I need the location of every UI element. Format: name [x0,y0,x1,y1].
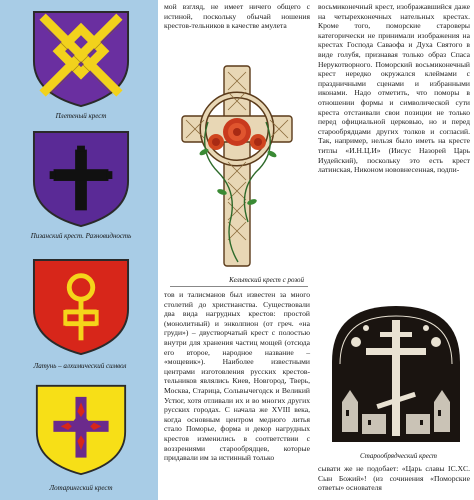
alchemical-symbol-icon [30,258,132,356]
pisan-cross-shield [30,130,132,228]
lorraine-cross-shield-icon [30,384,132,476]
woven-cross-shield-icon [30,10,132,108]
old-believer-cross-illustration [326,302,466,450]
brass-symbol-shield [30,258,132,356]
column2-bottom-text [318,464,470,493]
column2-top-text [318,2,470,175]
old-believer-cross-caption: Старообрядческий крест [360,452,437,460]
old-believer-cross-icon [326,302,466,450]
column1-top-text [164,2,310,31]
column2-top-paragraph: восьмиконечный крест, изображавшийся даже на четырехконечных нательных крестах. Кроме того, поморские староверы категорически не принимали изображения на крестах Господа Саваофа и Духа Святого в виде голубя, признавая только образ Спаса Нерукотворного. Поморский восьмиконечный крест нередко окружался клеймами с праздничными сценами и избранными иконами. Надо отметить, что поморы в отношении формы и символической сути креста отстаивали свои позиции не только перед официальной церковью, но и перед старообрядцами других толков и согласий. Так, например, нельзя было иметь на кресте титлы «И.Н.Ц.И» (Иисус Назорей Царь Иудейский), поскольку это есть крест латинская, Никоном нововнесенная, подпи- [318,2,470,175]
column1-bottom-text [164,290,310,463]
caption-divider [170,286,308,287]
column1-bottom-paragraph: тов и талисманов был известен за много столетий до христианства. Существовали два вида нагрудных крестов: простой (монолитный) и энколпион (от греч. «на груди») – двустворчатый крест с полостью внутри для хранения частиц мощей (отсюда его второе, народное название – «мощевик»). Наиболее известными центрами изготовления русских крестов-тельников являлись Киев, Новгород, Тверь, Москва, Старица, Сольвычегодск и Великий Устюг, хотя отливали их и во многих других русских городах. С начала же XVIII века, когда основным центром медного литья стало Поморье, форма и декор нагрудных крестов изменились в соответствии с воззрениями старообрядцев, которые придавали им за истинный только [164,290,310,463]
pisan-cross-shield-icon [30,130,132,228]
shield4-caption: Лотарингский крест [49,484,113,492]
lorraine-cross-shield [30,384,132,476]
celtic-cross-caption: Кельтский крест с розой [229,276,304,284]
shield3-caption: Латунь – алхимический символ [33,362,127,370]
celtic-cross-rose-icon [168,62,306,274]
shield1-caption: Плетеный крест [55,112,107,120]
woven-cross-shield [30,10,132,108]
shield2-caption: Пизанский крест. Разновидность [30,232,132,240]
celtic-cross-illustration [168,62,306,274]
column1-top-paragraph: мой взгляд, не имеет ничего общего с истиной, поскольку обычай ношения крестов-тельников в качестве амулета [164,2,310,31]
column2-bottom-paragraph: сывати же не подобает: «Царь славы IC.XC. Сын Божий»! (из сочинения «Поморские ответы» основателя [318,464,470,493]
